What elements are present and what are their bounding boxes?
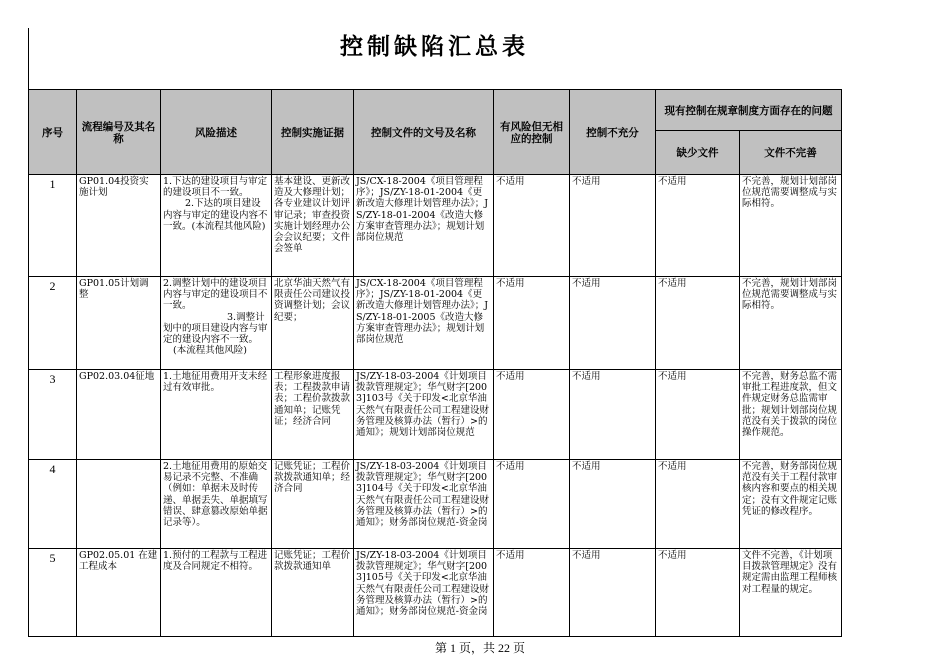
cell-docs: JS/ZY-18-03-2004《计划项目拨款管理规定》；华气财字[2003]104号《关于印发<北京华油天然气有限责任公司工程建设财务管理及核算办法（暂行）>的通知》；财务部岗位规范-资金岗 (354, 460, 494, 549)
cell-insufficient: 不适用 (570, 460, 656, 549)
cell-missing: 不适用 (656, 460, 740, 549)
cell-risk: 1.预付的工程款与工程进度及合同规定不相符。 (161, 549, 272, 637)
cell-risk: 1.土地征用费用开支未经过有效审批。 (161, 370, 272, 460)
risk-line: (本流程其他风险) (173, 345, 247, 357)
header-incomplete: 文件不完善 (740, 131, 842, 175)
table-row (29, 277, 842, 370)
cell-process: GP01.05计划调整 (77, 277, 161, 370)
cell-seq: 3 (29, 370, 77, 460)
cell-process (77, 460, 161, 549)
cell-uncontrolled: 不适用 (494, 370, 570, 460)
cell-uncontrolled: 不适用 (494, 549, 570, 637)
header-basis: 控制实施证据 (272, 90, 354, 175)
cell-missing: 不适用 (656, 370, 740, 460)
table-row (29, 549, 842, 637)
cell-basis: 记账凭证；工程价款拨款通知单；经济合同 (272, 460, 354, 549)
cell-basis: 工程形象进度报表；工程拨款申请表；工程价款拨款通知单；记账凭证；经济合同 (272, 370, 354, 460)
page-footer: 第 1 页，共 22 页 (434, 641, 525, 655)
header-missing: 缺少文件 (656, 131, 740, 175)
cell-insufficient: 不适用 (570, 277, 656, 370)
risk-line: 2.调整计划中的建设项目内容与审定的建设项目不一致。 (163, 278, 268, 312)
cell-risk (161, 175, 272, 277)
cell-incomplete: 不完善，规划计划部岗位规范需要调整成与实际相符。 (740, 277, 842, 370)
cell-uncontrolled: 不适用 (494, 460, 570, 549)
cell-process: GP02.03.04征地 (77, 370, 161, 460)
cell-seq: 1 (29, 175, 77, 277)
risk-line: 1.下达的建设项目与审定的建设项目不一致。 (163, 176, 268, 199)
header-uncontrolled: 有风险但无相应的控制 (494, 90, 570, 175)
cell-risk (161, 277, 272, 370)
cell-basis: 记账凭证；工程价款拨款通知单 (272, 549, 354, 637)
cell-uncontrolled: 不适用 (494, 277, 570, 370)
cell-risk: 2.土地征用费用的原始交易记录不完整、不准确（例如：单据未及时传递、单据丢失、单据填写错误、肆意篡改原始单据记录等）。 (161, 460, 272, 549)
header-docs: 控制文件的文号及名称 (354, 90, 494, 175)
cell-process: GP02.05.01 在建工程成本 (77, 549, 161, 637)
cell-seq: 5 (29, 549, 77, 637)
header-row-top (29, 90, 842, 131)
cell-missing: 不适用 (656, 277, 740, 370)
cell-missing: 不适用 (656, 549, 740, 637)
table-row (29, 370, 842, 460)
header-process: 流程编号及其名称 (77, 90, 161, 175)
cell-insufficient: 不适用 (570, 175, 656, 277)
header-risk: 风险描述 (161, 90, 272, 175)
cell-incomplete: 不完善，财务总监不需审批工程进度款，但文件规定财务总监需审批；规划计划部岗位规范没有关于拨款的岗位操作规范。 (740, 370, 842, 460)
cell-seq: 2 (29, 277, 77, 370)
header-insufficient: 控制不充分 (570, 90, 656, 175)
cell-basis: 基本建设、更新改造及大修理计划；各专业建议计划评审记录；审查投资实施计划经理办公会会议纪要；文件会签单 (272, 175, 354, 277)
cell-incomplete: 文件不完善，《计划项目拨款管理规定》没有规定需由监理工程师核对工程量的规定。 (740, 549, 842, 637)
cell-docs: JS/CX-18-2004《项目管理程序》；JS/ZY-18-01-2004《更新改造大修理计划管理办法》；JS/ZY-18-01-2004《改造大修方案审查管理办法》；规划计划部岗位规范 (354, 175, 494, 277)
table-row (29, 460, 842, 549)
cell-process: GP01.04投资实施计划 (77, 175, 161, 277)
cell-insufficient: 不适用 (570, 370, 656, 460)
cell-incomplete: 不完善，规划计划部岗位规范需要调整成与实际相符。 (740, 175, 842, 277)
page-title: 控制缺陷汇总表 (340, 33, 529, 60)
cell-missing: 不适用 (656, 175, 740, 277)
cell-insufficient: 不适用 (570, 549, 656, 637)
table-row (29, 175, 842, 277)
cell-docs: JS/CX-18-2004《项目管理程序》；JS/ZY-18-01-2004《更新改造大修理计划管理办法》；JS/ZY-18-01-2005《改造大修方案审查管理办法》；规划计划部岗位规范 (354, 277, 494, 370)
header-group: 现有控制在规章制度方面存在的问题 (656, 90, 842, 131)
cell-uncontrolled: 不适用 (494, 175, 570, 277)
risk-line: 3.调整计划中的项目建设内容与审定的建设内容不一致。 (163, 311, 268, 346)
cell-incomplete: 不完善，财务部岗位规范没有关于工程付款审核内容和要点的相关规定；没有文件规定记账凭证的修改程序。 (740, 460, 842, 549)
header-seq: 序号 (29, 90, 77, 175)
cell-docs: JS/ZY-18-03-2004《计划项目拨款管理规定》；华气财字[2003]105号《关于印发<北京华油天然气有限责任公司工程建设财务管理及核算办法（暂行）>的通知》；财务部岗位规范-资金岗 (354, 549, 494, 637)
risk-line: 2.下达的项目建设内容与审定的建设内容不一致。(本流程其他风险) (163, 198, 268, 232)
cell-basis: 北京华油天然气有限责任公司建议投资调整计划；会议纪要； (272, 277, 354, 370)
cell-docs: JS/ZY-18-03-2004《计划项目拨款管理规定》；华气财字[2003]103号《关于印发<北京华油天然气有限责任公司工程建设财务管理及核算办法（暂行）>的通知》；规划计划部岗位规范 (354, 370, 494, 460)
control-defect-table (28, 89, 842, 637)
cell-seq: 4 (29, 460, 77, 549)
